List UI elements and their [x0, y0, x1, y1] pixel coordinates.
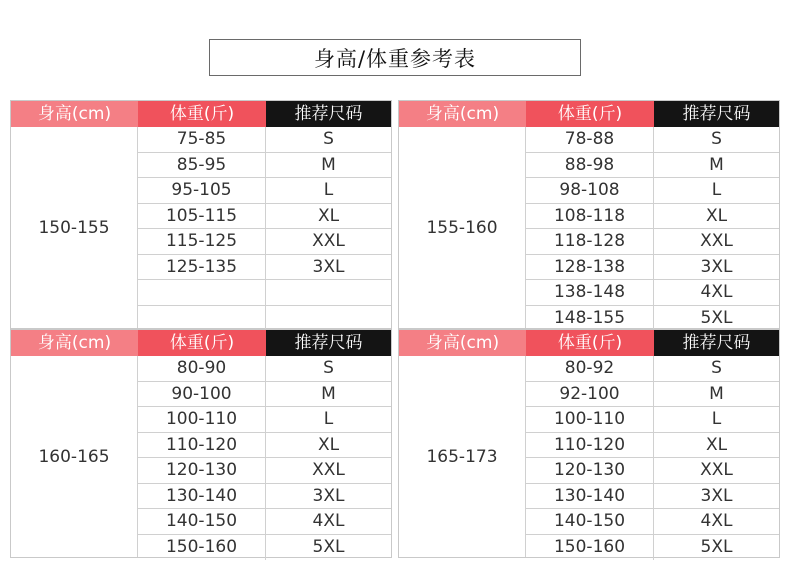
table-row	[526, 407, 779, 433]
weight-cell: 150-160	[138, 535, 266, 561]
size-cell: 4XL	[700, 511, 733, 532]
table-row	[138, 178, 391, 204]
size-cell: XL	[317, 434, 340, 455]
weight-cell: 118-128	[526, 229, 654, 254]
height-range-cell: 150-155	[11, 127, 138, 328]
height-column-header: 身高(cm)	[399, 330, 526, 356]
table-row	[526, 229, 779, 255]
weight-cell: 120-130	[526, 458, 654, 483]
weight-cell: 90-100	[138, 382, 266, 407]
table-row	[526, 509, 779, 535]
table-row	[138, 382, 391, 408]
table-row	[526, 484, 779, 510]
weight-cell: 98-108	[526, 178, 654, 203]
weight-cell: 105-115	[138, 204, 266, 229]
table-row	[526, 280, 779, 306]
table-row	[138, 535, 391, 561]
table-row	[138, 280, 391, 306]
weight-cell: 108-118	[526, 204, 654, 229]
weight-column-header: 体重(斤)	[526, 101, 654, 127]
height-range-cell: 160-165	[11, 356, 138, 557]
weight-cell: 100-110	[526, 407, 654, 432]
size-cell: M	[709, 154, 724, 175]
size-cell: S	[711, 129, 722, 150]
size-cell	[266, 280, 391, 305]
size-cell: L	[711, 409, 722, 430]
size-column-header: 推荐尺码	[266, 101, 391, 127]
weight-column-header: 体重(斤)	[526, 330, 654, 356]
size-cell: M	[321, 383, 336, 404]
table-row	[138, 255, 391, 281]
size-cell: 3XL	[700, 485, 733, 506]
size-column-header: 推荐尺码	[654, 330, 779, 356]
weight-cell: 75-85	[138, 127, 266, 152]
table-row	[138, 204, 391, 230]
size-cell: XL	[705, 205, 728, 226]
size-cell: XL	[317, 205, 340, 226]
table-row	[526, 382, 779, 408]
size-cell: S	[323, 358, 334, 379]
size-cell: S	[711, 358, 722, 379]
height-column-header: 身高(cm)	[11, 101, 138, 127]
size-cell: XXL	[700, 231, 733, 252]
weight-cell: 80-90	[138, 356, 266, 381]
size-cell: 5XL	[312, 537, 345, 558]
size-cell: 3XL	[312, 485, 345, 506]
table-row	[138, 484, 391, 510]
table-row	[138, 229, 391, 255]
size-cell: L	[711, 180, 722, 201]
weight-cell: 85-95	[138, 153, 266, 178]
size-table-3	[10, 329, 392, 558]
size-cell: 3XL	[312, 256, 345, 277]
size-cell: XL	[705, 434, 728, 455]
size-cell: S	[323, 129, 334, 150]
table-row	[138, 153, 391, 179]
size-cell: XXL	[312, 460, 345, 481]
weight-cell: 110-120	[138, 433, 266, 458]
size-cell: 5XL	[700, 537, 733, 558]
table-row	[138, 356, 391, 382]
size-column-header: 推荐尺码	[266, 330, 391, 356]
weight-cell: 140-150	[138, 509, 266, 534]
weight-cell: 80-92	[526, 356, 654, 381]
table-row	[526, 356, 779, 382]
weight-cell: 138-148	[526, 280, 654, 305]
size-cell: L	[323, 409, 334, 430]
height-range-cell: 165-173	[399, 356, 526, 557]
weight-cell: 140-150	[526, 509, 654, 534]
size-column-header: 推荐尺码	[654, 101, 779, 127]
table-row	[138, 458, 391, 484]
size-table-2	[398, 100, 780, 329]
table-row	[138, 433, 391, 459]
table-row	[138, 127, 391, 153]
size-cell	[266, 306, 391, 332]
weight-cell	[138, 306, 266, 332]
weight-cell: 130-140	[138, 484, 266, 509]
weight-cell: 150-160	[526, 535, 654, 561]
size-cell: XXL	[312, 231, 345, 252]
page-title: 身高/体重参考表	[209, 39, 581, 76]
size-cell: M	[709, 383, 724, 404]
size-cell: 4XL	[700, 282, 733, 303]
table-row	[526, 306, 779, 332]
weight-cell: 120-130	[138, 458, 266, 483]
weight-cell: 148-155	[526, 306, 654, 332]
height-column-header: 身高(cm)	[399, 101, 526, 127]
weight-cell: 125-135	[138, 255, 266, 280]
table-row	[526, 255, 779, 281]
size-cell: XXL	[700, 460, 733, 481]
weight-cell	[138, 280, 266, 305]
weight-column-header: 体重(斤)	[138, 330, 266, 356]
size-cell: 5XL	[700, 308, 733, 329]
table-row	[138, 407, 391, 433]
table-row	[138, 509, 391, 535]
size-cell: 4XL	[312, 511, 345, 532]
size-table-1	[10, 100, 392, 329]
table-row	[526, 153, 779, 179]
weight-cell: 95-105	[138, 178, 266, 203]
weight-cell: 92-100	[526, 382, 654, 407]
weight-column-header: 体重(斤)	[138, 101, 266, 127]
table-row	[526, 535, 779, 561]
table-row	[526, 433, 779, 459]
size-table-4	[398, 329, 780, 558]
table-row	[526, 204, 779, 230]
weight-cell: 130-140	[526, 484, 654, 509]
size-cell: 3XL	[700, 256, 733, 277]
table-row	[526, 458, 779, 484]
weight-cell: 100-110	[138, 407, 266, 432]
size-cell: M	[321, 154, 336, 175]
size-cell: L	[323, 180, 334, 201]
height-column-header: 身高(cm)	[11, 330, 138, 356]
weight-cell: 110-120	[526, 433, 654, 458]
weight-cell: 115-125	[138, 229, 266, 254]
weight-cell: 78-88	[526, 127, 654, 152]
weight-cell: 128-138	[526, 255, 654, 280]
table-row	[526, 127, 779, 153]
table-row	[138, 306, 391, 332]
table-row	[526, 178, 779, 204]
weight-cell: 88-98	[526, 153, 654, 178]
height-range-cell: 155-160	[399, 127, 526, 328]
